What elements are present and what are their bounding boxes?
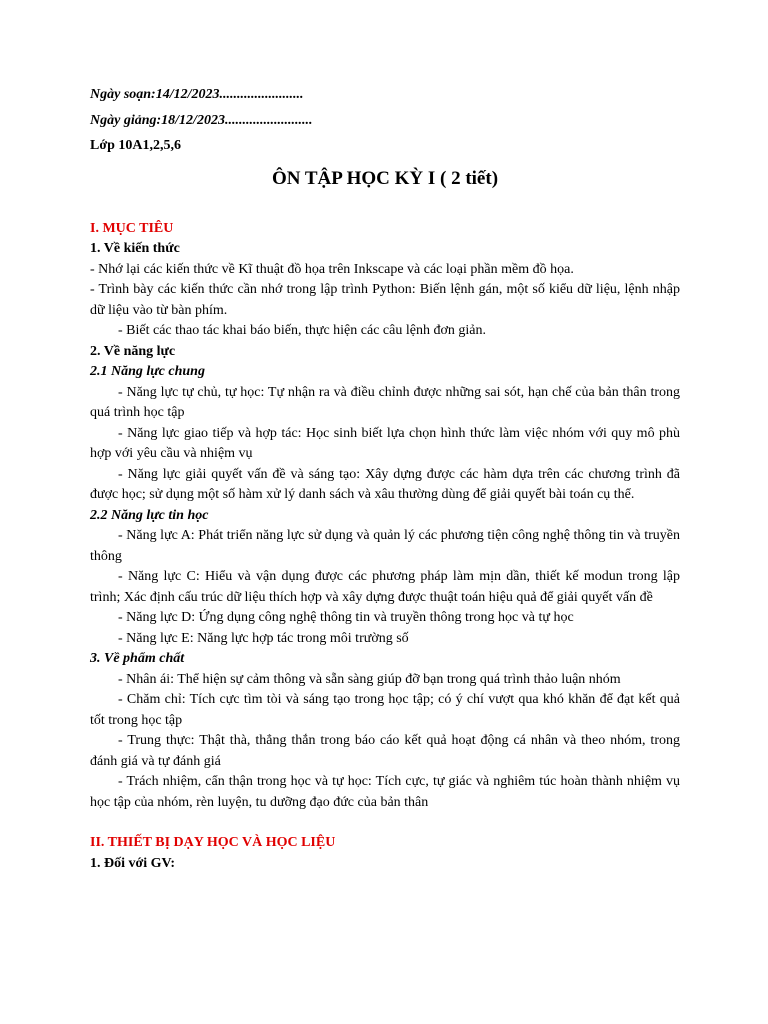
it-competency-item: - Năng lực C: Hiểu và vận dụng được các phương pháp làm mịn dần, thiết kế modun trong lập trình; Xác định cấu trúc dữ liệu thích hợp và xây dựng được thuật toán hiệu quả để giải quyết vấn đề bbox=[90, 569, 680, 605]
general-competency-item: - Năng lực tự chủ, tự học: Tự nhận ra và điều chỉnh được những sai sót, hạn chế của bản thân trong quá trình học tập bbox=[90, 384, 680, 420]
teacher-heading: 1. Đối với GV: bbox=[90, 855, 176, 871]
it-competency-item: - Năng lực D: Ứng dụng công nghệ thông tin và truyền thông trong học và tự học bbox=[118, 610, 574, 625]
section-equipment-heading: II. THIẾT BỊ DẠY HỌC VÀ HỌC LIỆU bbox=[90, 835, 336, 850]
quality-item: - Trách nhiệm, cẩn thận trong học và tự học: Tích cực, tự giác và nghiêm túc hoàn thành nhiệm vụ học tập của nhóm, rèn luyện, tu dưỡng đạo đức của bản thân bbox=[90, 774, 680, 810]
competency-heading: 2. Về năng lực bbox=[90, 343, 176, 359]
section-spacer bbox=[90, 813, 680, 833]
it-competency-item: - Năng lực E: Năng lực hợp tác trong môi trường số bbox=[118, 630, 409, 646]
quality-item: - Nhân ái: Thể hiện sự cảm thông và sẵn sàng giúp đỡ bạn trong quá trình thảo luận nhóm bbox=[118, 671, 621, 687]
quality-item: - Trung thực: Thật thà, thẳng thắn trong báo cáo kết quả hoạt động cá nhân và theo nhóm, trong đánh giá và tự đánh giá bbox=[90, 733, 680, 769]
section-objectives-heading: I. MỤC TIÊU bbox=[90, 220, 174, 236]
qualities-heading: 3. Về phẩm chất bbox=[90, 651, 185, 666]
teaching-date: Ngày giảng:18/12/2023......................... bbox=[90, 112, 313, 128]
general-competency-item: - Năng lực giải quyết vấn đề và sáng tạo: Xây dựng được các hàm dựa trên các chương trình đã được học; sử dụng một số hàm xử lý danh sách và xâu thường dùng để giải quyết bài toán cụ thể. bbox=[90, 466, 680, 502]
class-list: Lớp 10A1,2,5,6 bbox=[90, 138, 181, 153]
knowledge-item: - Nhớ lại các kiến thức về Kĩ thuật đồ họa trên Inkscape và các loại phần mềm đồ họa. bbox=[90, 261, 574, 277]
quality-item: - Chăm chỉ: Tích cực tìm tòi và sáng tạo trong học tập; có ý chí vượt qua khó khăn để đạt kết quả tốt trong học tập bbox=[90, 692, 680, 728]
it-competency-heading: 2.2 Năng lực tin học bbox=[90, 507, 209, 523]
prep-date: Ngày soạn:14/12/2023........................ bbox=[90, 87, 304, 102]
knowledge-item: - Trình bày các kiến thức cần nhớ trong lập trình Python: Biến lệnh gán, một số kiểu dữ liệu, lệnh nhập dữ liệu vào từ bàn phím. bbox=[90, 282, 680, 318]
knowledge-item: - Biết các thao tác khai báo biến, thực hiện các câu lệnh đơn giản. bbox=[118, 323, 486, 338]
general-competency-item: - Năng lực giao tiếp và hợp tác: Học sinh biết lựa chọn hình thức làm việc nhóm với quy mô phù hợp với yêu cầu và nhiệm vụ bbox=[90, 425, 680, 461]
it-competency-item: - Năng lực A: Phát triển năng lực sử dụng và quản lý các phương tiện công nghệ thông tin và truyền thông bbox=[90, 528, 680, 564]
general-competency-heading: 2.1 Năng lực chung bbox=[90, 364, 205, 379]
document-title: ÔN TẬP HỌC KỲ I ( 2 tiết) bbox=[271, 167, 499, 189]
knowledge-heading: 1. Về kiến thức bbox=[90, 241, 180, 256]
